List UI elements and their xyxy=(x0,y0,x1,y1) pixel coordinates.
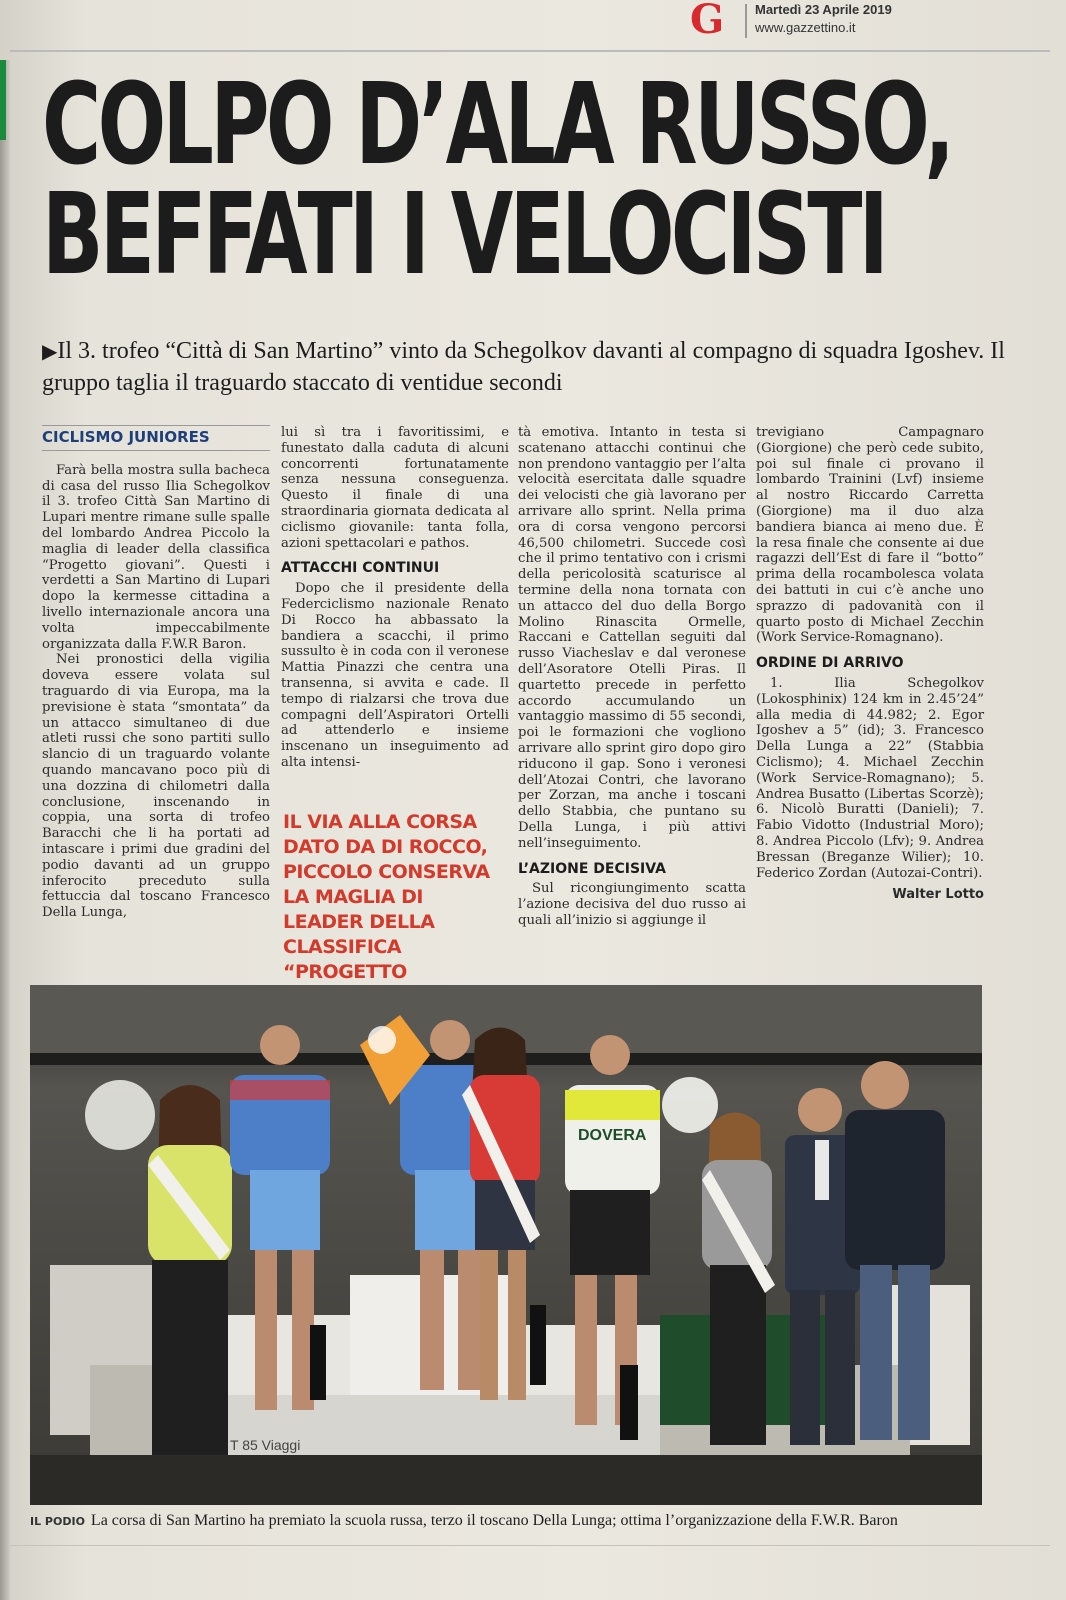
caption-label: IL PODIO xyxy=(30,1515,85,1528)
caption-text: La corsa di San Martino ha premiato la scuola russa, terzo il toscano Della Lunga; ottima l’organizzazione della F.W.R. Baron xyxy=(90,1512,898,1529)
paragraph: trevigiano Campagnaro (Giorgione) che però cede subito, poi sul finale ci provano il lombardo Trainini (Lvf) insieme al nostro Riccardo Carretta (Giorgione) ma il duo alza bandiera bianca ai meno due. È la resa finale che consente ai due ragazzi dell’Est di fare il “botto” prima della rocambolesca volata dei battuti in cui c’è anche uno sprazzo di padovanità con il quarto posto di Michael Zecchin (Work Service-Romagnano). xyxy=(756,425,984,646)
subtitle-text: Il 3. trofeo “Città di San Martino” vinto da Schegolkov davanti al compagno di squadra Igoshev. Il gruppo taglia il traguardo staccato di ventidue secondi xyxy=(42,338,1005,396)
subtitle-marker-icon: ▶ xyxy=(42,341,58,363)
masthead-date: Martedì 23 Aprile 2019 xyxy=(755,2,892,17)
section-title: L’AZIONE DECISIVA xyxy=(518,860,666,877)
paragraph: Nei pronostici della vigilia doveva essere volata sul traguardo di via Europa, ma la previsione è stata “smontata” da un attacco simultaneo di due atleti russi che sono partiti sullo slancio di un traguardo volante quando mancavano poco più di una dozzina di chilometri dalla conclusione, inscenando in coppia, una sorta di trofeo Baracchi che li ha portati ad intascare i primi due gradini del podio davanti ad un gruppo inferocito preceduto sulla fettuccia dal toscano Francesco Della Lunga, xyxy=(42,652,270,921)
page-edge-mark xyxy=(0,60,6,140)
paragraph: Sul ricongiungimento scatta l’azione decisiva del duo russo ai quali all’inizio si aggiunge il xyxy=(518,881,746,928)
hostess-left xyxy=(148,1085,232,1455)
bottom-rule xyxy=(10,1545,1050,1546)
jersey-text: DOVERA xyxy=(578,1127,647,1144)
headline-line-2: BEFFATI I VELOCISTI xyxy=(42,170,886,300)
paragraph: lui sì tra i favoritissimi, e funestato dalla caduta di alcuni concorrenti fortunatamente senza nessuna conseguenza. Questo il finale di una straordinaria giornata dedicata al ciclismo giovanile: tanta folla, azioni spettacolari e pathos. xyxy=(281,425,509,551)
article-column-1 xyxy=(42,425,270,921)
page-edge xyxy=(0,60,10,1600)
subtitle xyxy=(42,336,1042,399)
article-column-3 xyxy=(518,425,746,929)
masthead-logo: G xyxy=(690,0,725,43)
podium-photo xyxy=(30,985,982,1505)
headline-line-1: COLPO D’ALA RUSSO, xyxy=(42,60,952,190)
section-title: ATTACCHI CONTINUI xyxy=(281,560,440,577)
masthead-divider xyxy=(745,4,747,38)
podium-photo-illustration xyxy=(30,985,982,1505)
article-column-2 xyxy=(281,425,509,771)
top-rule xyxy=(10,50,1050,52)
paragraph: Farà bella mostra sulla bacheca di casa del russo Ilia Schegolkov il 3. trofeo Città San Martino di Lupari mentre rimane sulle spalle del lombardo Andrea Piccolo la maglia di leader della classifica “Progetto giovani”. Questi i verdetti a San Martino di Lupari dopo la kermesse cittadina a livello internazionale ancora una volta impeccabilmente organizzata dalla F.W.R Baron. xyxy=(42,462,270,652)
paragraph: Dopo che il presidente della Federciclismo nazionale Renato Di Rocco ha abbassato la bandiera a scacchi, il primo sussulto è in coda con il veronese Mattia Pinazzi che centra una transenna, si avvita e cade. Il tempo di rialzarsi che trova due compagni dell’Aspiratori Ortelli ad attenderlo e insieme inscenano un inseguimento ad alta intensi- xyxy=(281,581,509,770)
pull-quote: IL VIA ALLA CORSA DATO DA DI ROCCO, PICCOLO CONSERVA LA MAGLIA DI LEADER DELLA CLASSIFICA “PROGETTO xyxy=(283,811,490,983)
section-title: ORDINE DI ARRIVO xyxy=(756,655,904,672)
section-kicker: CICLISMO JUNIORES xyxy=(42,425,270,451)
photo-caption xyxy=(30,1512,1020,1530)
article-column-4 xyxy=(756,425,984,903)
backdrop-text: T 85 Viaggi xyxy=(230,1437,301,1453)
byline: Walter Lotto xyxy=(892,887,984,903)
paragraph: tà emotiva. Intanto in testa si scatenano attacchi continui che non prendono vantaggio per l’alta velocità esercitata dalle squadre dei velocisti che già lavorano per arrivare allo sprint. Nella prima ora di corsa vengono percorsi 46,500 chilometri. Succede così che il primo tentativo con i crismi della pericolosità scaturisce al termine della nona tornata con un attacco del duo della Borgo Molino Rinascita Ormelle, Raccani e Cattellan seguiti dal russo Viacheslav e dal veronese dell’Asoratore Otelli Piras. Il quartetto precede in perfetto accordo accumulando un vantaggio massimo di 55 secondi, poi le formazioni che vogliono arrivare allo sprint giro dopo giro riducono il gap. Sono i veronesi dell’Atozai Contri, che lavorano per Zorzan, ma anche i toscani dello Stabbia, che puntano su Della Lunga, i più attivi nell’inseguimento. xyxy=(518,425,746,851)
results-list: 1. Ilia Schegolkov (Lokosphinix) 124 km in 2.45’24” alla media di 44.982; 2. Egor Igoshev a 5” (id); 3. Francesco Della Lunga a 22” (Stabbia Ciclismo); 4. Michael Zecchin (Work Service-Romagnano); 5. Andrea Busatto (Libertas Scorzè); 6. Nicolò Buratti (Danieli); 7. Fabio Vidotto (Industrial Moro); 8. Andrea Piccolo (Lfv); 9. Andrea Bressan (Breganze Wilier); 10. Federico Zordan (Autozai-Contri). xyxy=(756,675,984,881)
headline xyxy=(42,60,952,300)
masthead-url: www.gazzettino.it xyxy=(755,20,856,35)
